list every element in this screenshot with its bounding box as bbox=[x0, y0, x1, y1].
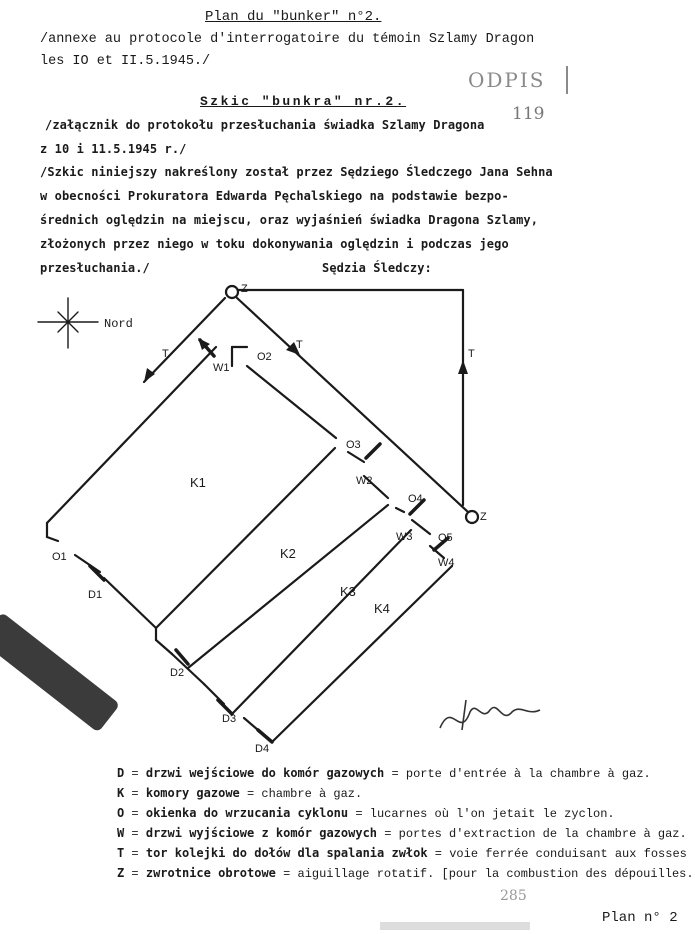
compass-icon bbox=[38, 298, 98, 348]
legend-row-z: Z = zwrotnice obrotowe = aiguillage rotatif. [pour la combustion des dépouilles. bbox=[117, 866, 694, 881]
label-k2: K2 bbox=[280, 546, 296, 561]
french-title: Plan du "bunker" n°2. bbox=[205, 9, 382, 25]
label-d3: D3 bbox=[222, 713, 237, 725]
polish-title: Szkic "bunkra" nr.2. bbox=[200, 94, 407, 109]
polish-paragraph-line-1: /Szkic niniejszy nakreślony został przez Sędziego Śledczego Jana Sehna bbox=[40, 165, 553, 179]
judge-signature-label: Sędzia Śledczy: bbox=[322, 261, 432, 275]
archive-number: 285 bbox=[500, 888, 527, 904]
french-subtitle-line-1: /annexe au protocole d'interrogatoire du témoin Szlamy Dragon bbox=[40, 32, 535, 47]
label-d4: D4 bbox=[255, 743, 270, 755]
label-z-top: Z bbox=[241, 283, 248, 295]
label-k1: K1 bbox=[190, 475, 206, 490]
label-w1: W1 bbox=[213, 362, 230, 374]
polish-line-1: /załącznik do protokołu przesłuchania świadka Szlamy Dragona bbox=[45, 118, 485, 132]
polish-paragraph-line-3: średnich oględzin na miejscu, oraz wyjaśnień świadka Dragona Szlamy, bbox=[40, 213, 539, 227]
label-z-right: Z bbox=[480, 511, 487, 523]
label-d1: D1 bbox=[88, 589, 103, 601]
label-w4: W4 bbox=[438, 557, 455, 569]
legend-row-w: W = drzwi wyjściowe z komór gazowych = portes d'extraction de la chambre à gaz. bbox=[117, 826, 687, 841]
label-k4: K4 bbox=[374, 601, 390, 616]
label-t-top: T bbox=[296, 339, 303, 351]
copy-stamp: ODPIS bbox=[468, 68, 546, 92]
label-t-left: T bbox=[162, 348, 169, 360]
label-k3: K3 bbox=[340, 584, 356, 599]
signature-scribble bbox=[440, 707, 540, 728]
bunker-outline bbox=[47, 347, 452, 742]
polish-paragraph-line-2: w obecności Prokuratora Edwarda Pęchalskiego na podstawie bezpo- bbox=[40, 189, 509, 203]
polish-paragraph-line-4: złożonych przez niego w toku dokonywania oględzin i podczas jego bbox=[40, 237, 509, 251]
label-d2: D2 bbox=[170, 667, 185, 679]
label-o4: O4 bbox=[408, 493, 423, 505]
french-subtitle-line-2: les IO et II.5.1945./ bbox=[40, 54, 211, 69]
legend-row-k: K = komory gazowe = chambre à gaz. bbox=[117, 786, 363, 801]
legend-row-t: T = tor kolejki do dołów dla spalania zwłok = voie ferrée conduisant aux fosses bbox=[117, 846, 687, 861]
stamp-number: 119 bbox=[512, 104, 545, 124]
turntable-right bbox=[466, 511, 478, 523]
label-w2: W2 bbox=[356, 475, 373, 487]
legend-row-d: D = drzwi wejściowe do komór gazowych = porte d'entrée à la chambre à gaz. bbox=[117, 766, 651, 781]
turntable-top bbox=[226, 286, 238, 298]
page-label: Plan n° 2 bbox=[602, 910, 678, 926]
label-o3: O3 bbox=[346, 439, 361, 451]
label-t-right: T bbox=[468, 348, 475, 360]
polish-line-2: z 10 i 11.5.1945 r./ bbox=[40, 142, 187, 156]
archive-stamp-bar bbox=[380, 922, 530, 930]
compass-north-label: Nord bbox=[104, 317, 133, 331]
label-o1: O1 bbox=[52, 551, 67, 563]
label-o5: O5 bbox=[438, 532, 453, 544]
polish-paragraph-line-5: przesłuchania./ bbox=[40, 261, 150, 275]
label-w3: W3 bbox=[396, 531, 413, 543]
label-o2: O2 bbox=[257, 351, 272, 363]
legend-row-o: O = okienka do wrzucania cyklonu = lucarnes où l'on jetait le zyclon. bbox=[117, 806, 615, 821]
